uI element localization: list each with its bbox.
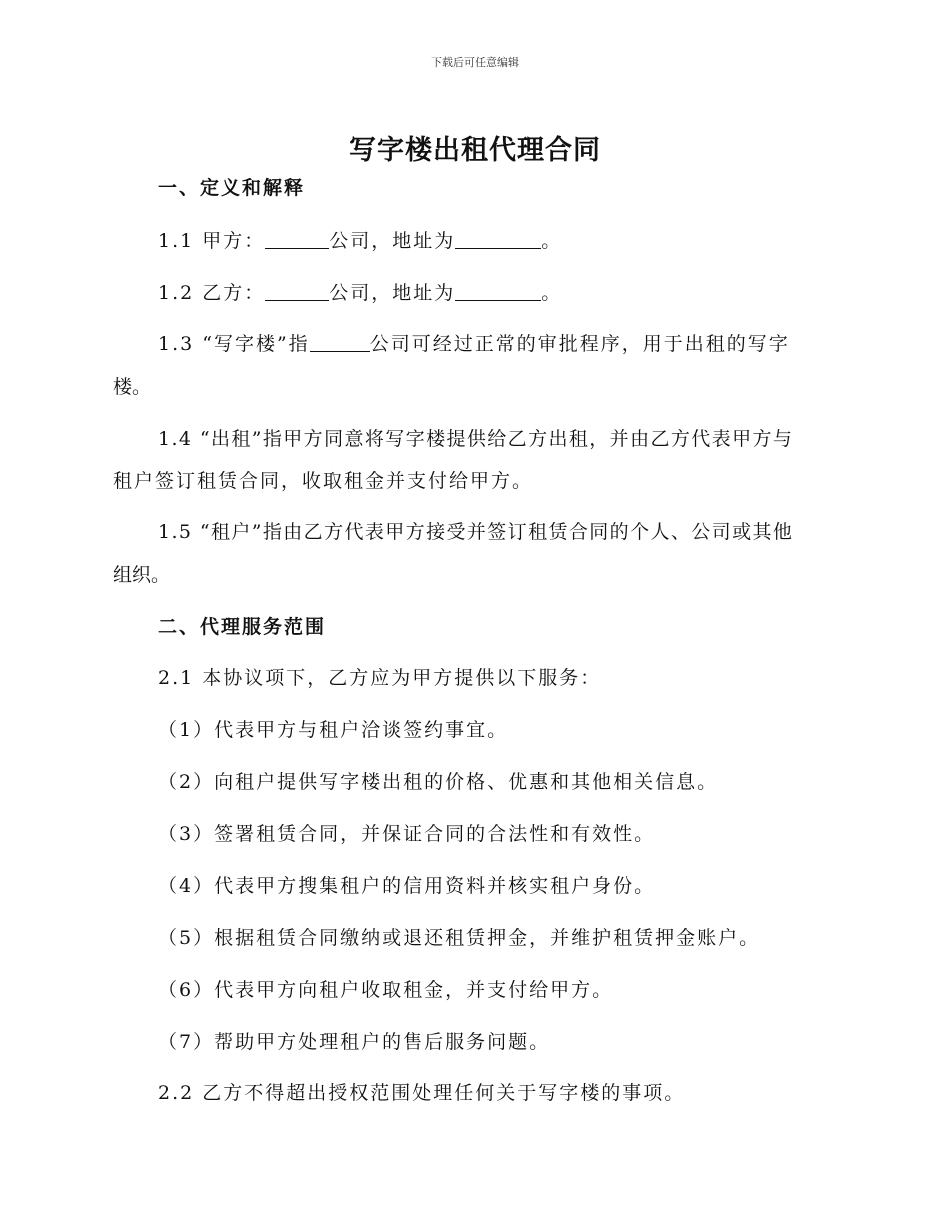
service-item-6: （6）代表甲方向租户收取租金，并支付给甲方。 <box>158 979 614 1001</box>
section-2-heading: 二、代理服务范围 <box>158 616 327 638</box>
blank-line[interactable] <box>310 333 370 352</box>
clause-1-3 <box>158 332 790 356</box>
blank-line[interactable] <box>455 282 541 301</box>
service-item-5: （5）根据租赁合同缴纳或退还租赁押金，并维护租赁押金账户。 <box>158 927 761 949</box>
clause-1-4-line-1: 1.4 “出租”指甲方同意将写字楼提供给乙方出租，并由乙方代表甲方与 <box>158 428 794 450</box>
clause-1-5-line-1: 1.5 “租户”指由乙方代表甲方接受并签订租赁合同的个人、公司或其他 <box>158 521 794 543</box>
clause-1-3-continuation: 楼。 <box>113 376 152 398</box>
clause-1-2-mid: 公司，地址为 <box>329 282 456 304</box>
clause-1-2 <box>158 281 562 305</box>
clause-1-2-prefix: 1.2 乙方： <box>158 282 266 304</box>
blank-line[interactable] <box>265 230 329 249</box>
clause-1-3-rest: 公司可经过正常的审批程序，用于出租的写字 <box>369 333 790 355</box>
clause-2-1: 2.1 本协议项下，乙方应为甲方提供以下服务： <box>158 667 602 689</box>
service-item-7: （7）帮助甲方处理租户的售后服务问题。 <box>158 1031 551 1053</box>
clause-1-5-line-2: 组织。 <box>113 564 171 586</box>
clause-1-1-prefix: 1.1 甲方： <box>158 230 266 252</box>
clause-1-3-prefix: 1.3 “写字楼”指 <box>158 333 310 355</box>
clause-1-2-end: 。 <box>541 282 563 304</box>
service-item-3: （3）签署租赁合同，并保证合同的合法性和有效性。 <box>158 823 656 845</box>
clause-1-4-line-2: 租户签订租赁合同，收取租金并支付给甲方。 <box>113 470 534 492</box>
clause-1-1-mid: 公司，地址为 <box>329 230 456 252</box>
section-1-heading: 一、定义和解释 <box>158 177 306 199</box>
document-title: 写字楼出租代理合同 <box>349 135 601 166</box>
service-item-2: （2）向租户提供写字楼出租的价格、优惠和其他相关信息。 <box>158 771 719 793</box>
header-note: 下载后可任意编辑 <box>431 56 519 69</box>
service-item-4: （4）代表甲方搜集租户的信用资料并核实租户身份。 <box>158 875 656 897</box>
clause-1-1 <box>158 229 562 253</box>
blank-line[interactable] <box>265 282 329 301</box>
clause-1-1-end: 。 <box>541 230 563 252</box>
blank-line[interactable] <box>455 230 541 249</box>
service-item-1: （1）代表甲方与租户洽谈签约事宜。 <box>158 719 509 741</box>
clause-2-2: 2.2 乙方不得超出授权范围处理任何关于写字楼的事项。 <box>158 1082 686 1104</box>
